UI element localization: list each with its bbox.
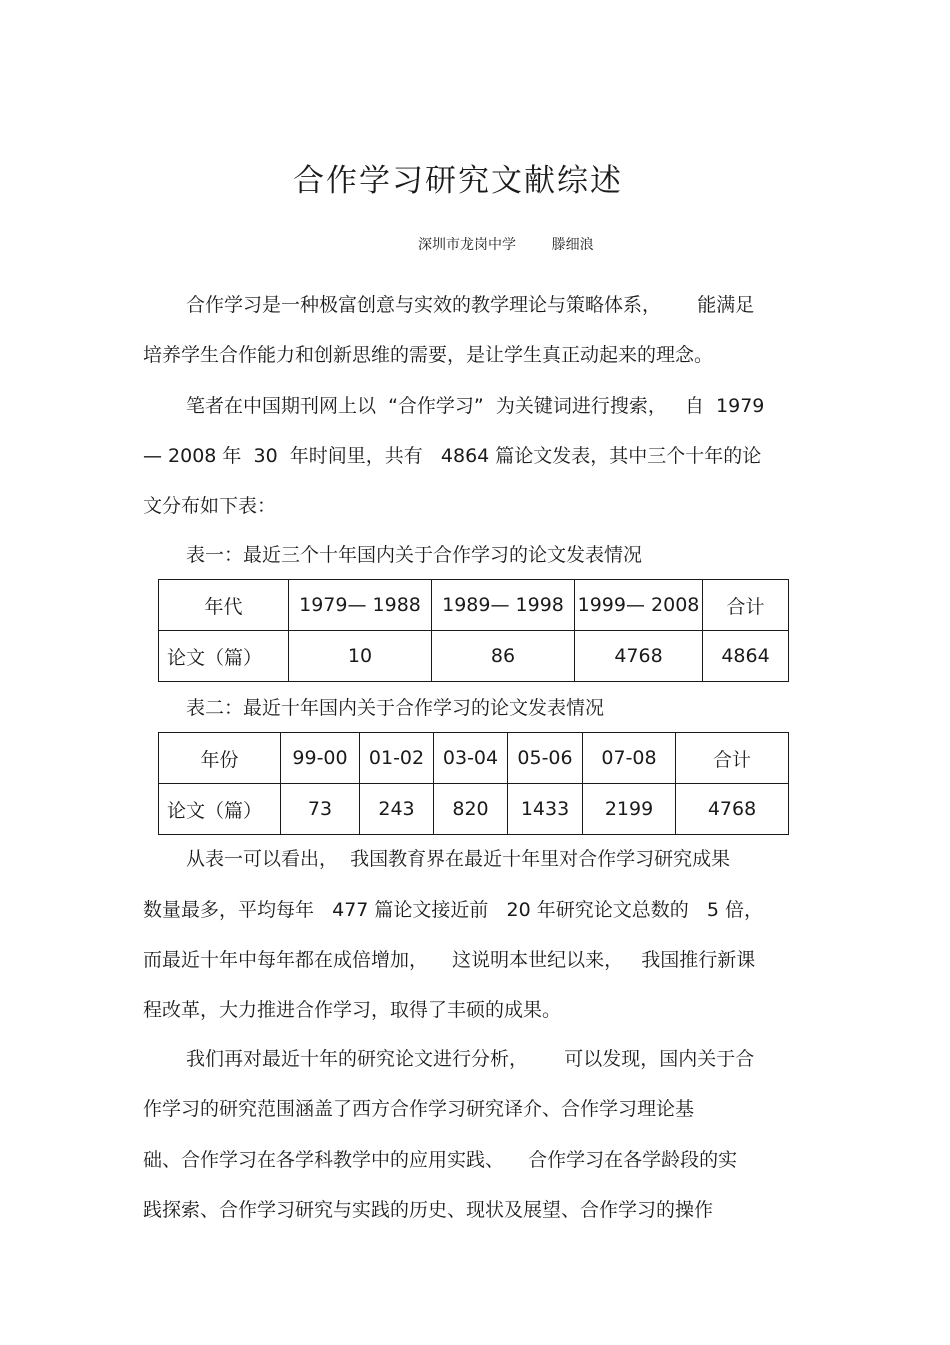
table-header-row: [159, 580, 789, 631]
table-cell: 10: [289, 631, 432, 682]
table1: [158, 579, 789, 682]
paragraph-line: 笔者在中国期刊网上以 “合作学习” 为关键词进行搜索， 自 1979: [186, 395, 765, 417]
paragraph-line: 作学习的研究范围涵盖了西方合作学习研究译介、合作学习理论基: [143, 1098, 695, 1120]
paragraph-line: 合作学习是一种极富创意与实效的教学理论与策略体系， 能满足: [186, 294, 755, 316]
table-cell: 73: [281, 784, 360, 835]
table-row-label: 论文（篇）: [159, 631, 289, 682]
table-header-cell: 01-02: [360, 733, 434, 784]
table-row-label: 论文（篇）: [159, 784, 281, 835]
table-cell: 820: [434, 784, 508, 835]
table-header-cell: 1999— 2008: [575, 580, 703, 631]
table2: [158, 732, 789, 835]
paragraph-line: 数量最多，平均每年 477 篇论文接近前 20 年研究论文总数的 5 倍，: [143, 899, 764, 921]
paragraph-line: 础、合作学习在各学科教学中的应用实践、 合作学习在各学龄段的实: [143, 1149, 738, 1171]
paragraph-line: 程改革，大力推进合作学习，取得了丰硕的成果。: [143, 999, 562, 1021]
table-cell: 2199: [583, 784, 676, 835]
table-header-cell: 1989— 1998: [432, 580, 575, 631]
table-header-cell: 合计: [676, 733, 789, 784]
paragraph-line: — 2008 年 30 年时间里，共有 4864 篇论文发表，其中三个十年的论: [143, 445, 762, 467]
table-header-row: [159, 733, 789, 784]
table-header-cell: 年份: [159, 733, 281, 784]
page-title: 合作学习研究文献综述: [293, 163, 623, 199]
table-row: [159, 631, 789, 682]
table-cell: 1433: [508, 784, 583, 835]
table-header-cell: 99-00: [281, 733, 360, 784]
table-cell: 4768: [575, 631, 703, 682]
table1-caption: 表一：最近三个十年国内关于合作学习的论文发表情况: [186, 544, 643, 566]
table-cell: 4768: [676, 784, 789, 835]
table-header-cell: 年代: [159, 580, 289, 631]
table-cell: 86: [432, 631, 575, 682]
paragraph-line: 我们再对最近十年的研究论文进行分析， 可以发现，国内关于合: [186, 1048, 755, 1070]
table-header-cell: 03-04: [434, 733, 508, 784]
paragraph-line: 而最近十年中每年都在成倍增加， 这说明本世纪以来， 我国推行新课: [143, 949, 756, 971]
table-cell: 4864: [703, 631, 789, 682]
table-header-cell: 1979— 1988: [289, 580, 432, 631]
table-header-cell: 合计: [703, 580, 789, 631]
table-header-cell: 05-06: [508, 733, 583, 784]
table-row: [159, 784, 789, 835]
table-header-cell: 07-08: [583, 733, 676, 784]
author-byline: 深圳市龙岗中学 滕细浪: [418, 237, 594, 253]
table2-caption: 表二：最近十年国内关于合作学习的论文发表情况: [186, 697, 605, 719]
paragraph-line: 文分布如下表：: [143, 495, 277, 517]
paragraph-line: 培养学生合作能力和创新思维的需要，是让学生真正动起来的理念。: [143, 344, 714, 366]
paragraph-line: 践探索、合作学习研究与实践的历史、现状及展望、合作学习的操作: [143, 1199, 714, 1221]
table-cell: 243: [360, 784, 434, 835]
paragraph-line: 从表一可以看出， 我国教育界在最近十年里对合作学习研究成果: [186, 848, 731, 870]
